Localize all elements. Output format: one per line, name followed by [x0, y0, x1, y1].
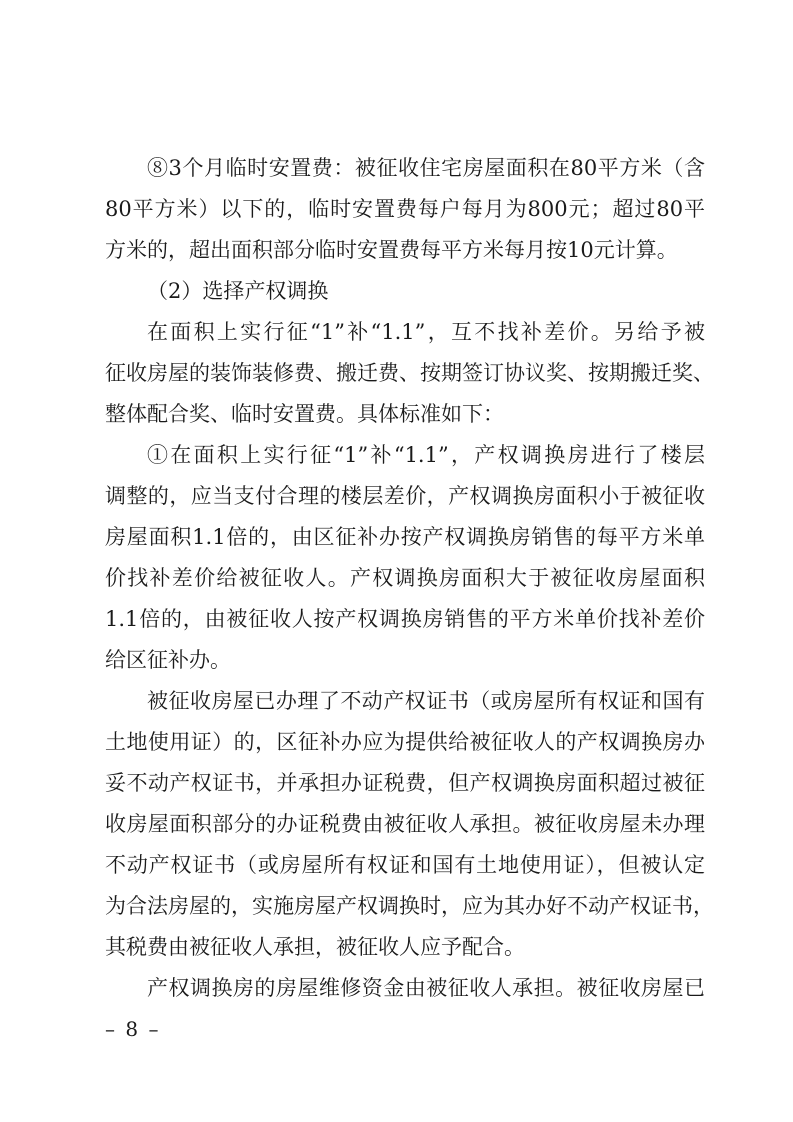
paragraph-line: 不动产权证书（或房屋所有权证和国有土地使用证），但被认定 [105, 853, 705, 877]
paragraph-line: 征收房屋的装饰装修费、搬迁费、按期签订协议奖、按期搬迁奖、 [105, 361, 714, 385]
paragraph-line: ①在面积上实行征“1”补“1.1”，产权调换房进行了楼层 [147, 443, 705, 467]
paragraph-line: 整体配合奖、临时安置费。具体标准如下： [105, 402, 504, 426]
paragraph-line: 调整的，应当支付合理的楼层差价，产权调换房面积小于被征收 [105, 484, 705, 508]
paragraph-line: 产权调换房的房屋维修资金由被征收人承担。被征收房屋已 [147, 976, 705, 1000]
paragraph-line: 被征收房屋已办理了不动产权证书（或房屋所有权证和国有 [147, 689, 705, 713]
paragraph-line: 在面积上实行征“1”补“1.1”，互不找补差价。另给予被 [147, 320, 705, 344]
paragraph-line: ⑧3个月临时安置费：被征收住宅房屋面积在80平方米（含 [147, 156, 705, 180]
paragraph-line: 其税费由被征收人承担，被征收人应予配合。 [105, 935, 525, 959]
paragraph-line: 80平方米）以下的，临时安置费每户每月为800元；超过80平 [105, 197, 705, 221]
paragraph-line: 价找补差价给被征收人。产权调换房面积大于被征收房屋面积 [105, 566, 705, 590]
paragraph-line: 方米的，超出面积部分临时安置费每平方米每月按10元计算。 [105, 238, 678, 262]
page-number: – 8 – [105, 1017, 161, 1041]
paragraph-line: 1.1倍的，由被征收人按产权调换房销售的平方米单价找补差价 [105, 607, 705, 631]
paragraph-line: 给区征补办。 [105, 648, 231, 672]
paragraph-line: 为合法房屋的，实施房屋产权调换时，应为其办好不动产权证书， [105, 894, 714, 918]
paragraph-line: 房屋面积1.1倍的，由区征补办按产权调换房销售的每平方米单 [105, 525, 705, 549]
paragraph-line: 收房屋面积部分的办证税费由被征收人承担。被征收房屋未办理 [105, 812, 705, 836]
section-heading: （2）选择产权调换 [147, 279, 329, 303]
paragraph-line: 妥不动产权证书，并承担办证税费，但产权调换房面积超过被征 [105, 771, 705, 795]
paragraph-line: 土地使用证）的，区征补办应为提供给被征收人的产权调换房办 [105, 730, 705, 754]
